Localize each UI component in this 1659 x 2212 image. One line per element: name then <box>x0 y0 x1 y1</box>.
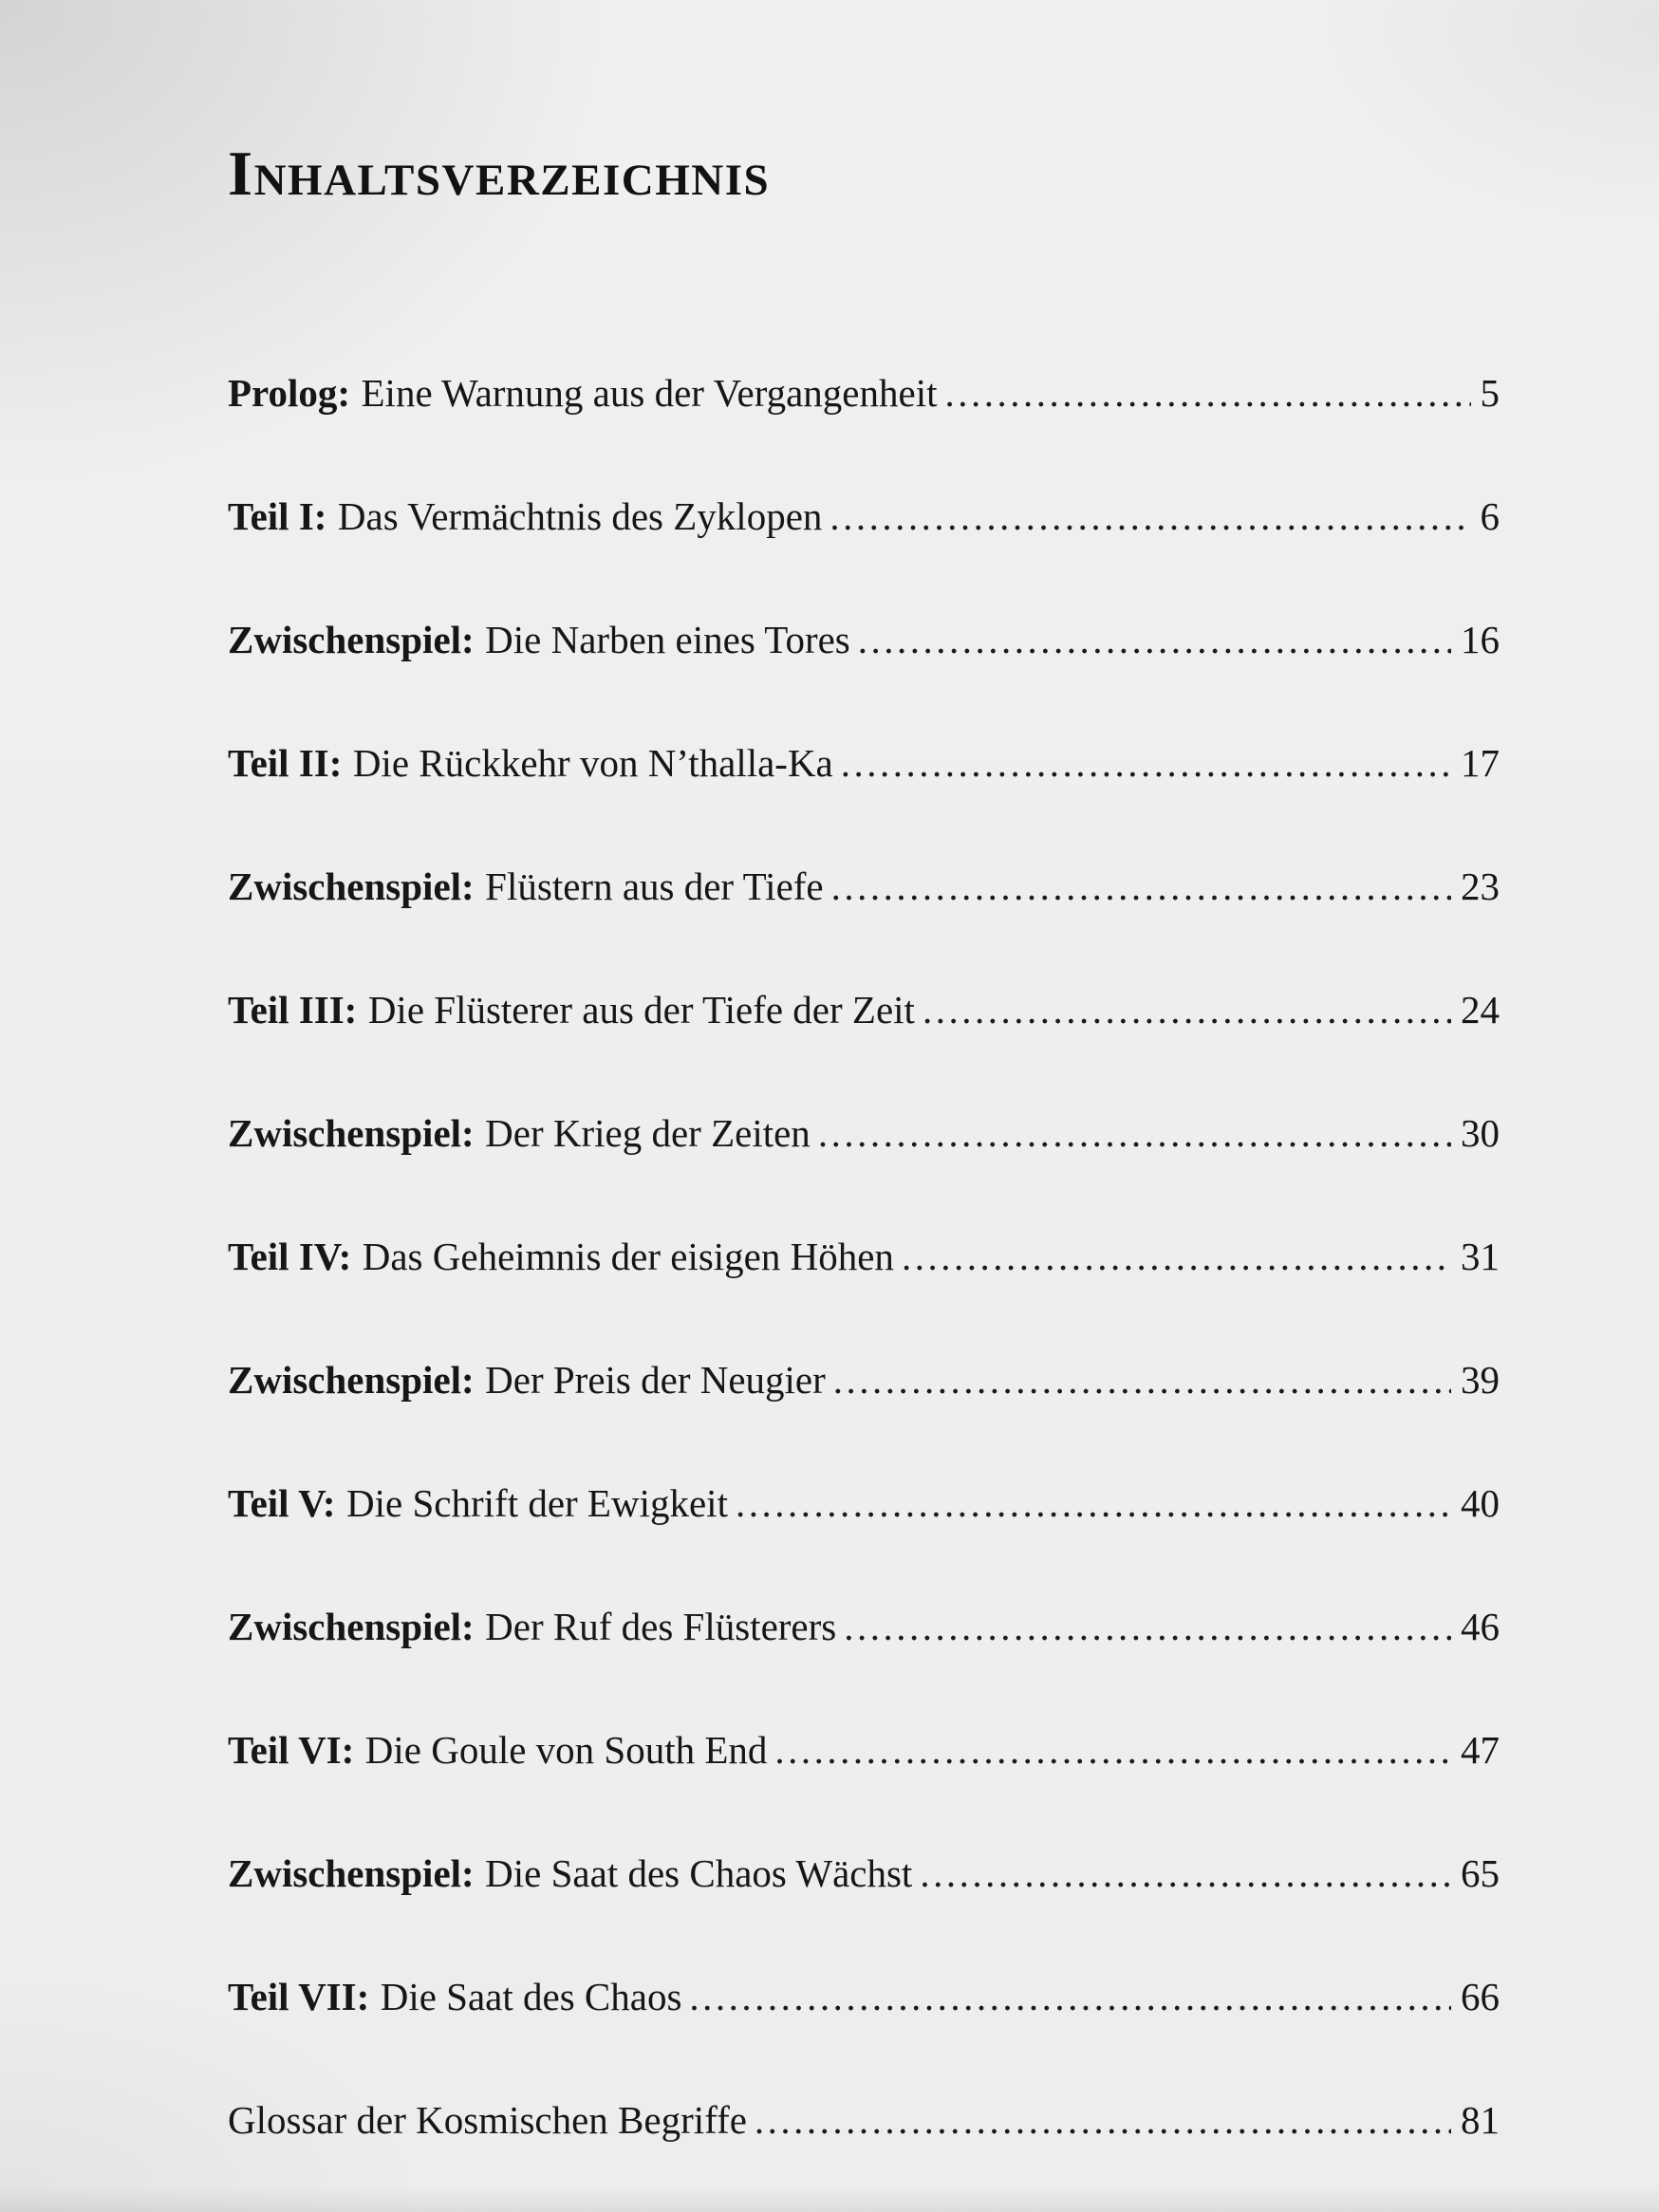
toc-entry-title: Die Flüsterer aus der Tiefe der Zeit <box>367 988 915 1032</box>
toc-entry-title: Die Saat des Chaos <box>380 1975 682 2018</box>
toc-entry-prefix: Teil VII: <box>228 1975 370 2018</box>
toc-entry-title: Der Krieg der Zeiten <box>485 1111 811 1155</box>
toc-entry-page-number: 23 <box>1461 864 1500 908</box>
toc-entry <box>228 863 1500 912</box>
toc-entry-page-number: 30 <box>1461 1111 1500 1155</box>
toc-entry-title: Die Narben eines Tores <box>485 618 850 661</box>
toc-entry-page-number: 46 <box>1461 1605 1500 1648</box>
toc-leader-dots <box>945 369 1471 418</box>
page-title: Inhaltsverzeichnis <box>228 139 771 209</box>
toc-entry <box>228 369 1500 418</box>
toc-entry-page-number: 39 <box>1461 1358 1500 1402</box>
toc-entry-title: Der Ruf des Flüsterers <box>485 1605 837 1648</box>
toc-entry <box>228 1356 1500 1405</box>
toc-entry <box>228 1479 1500 1529</box>
toc-entry-page-number: 81 <box>1461 2098 1500 2142</box>
toc-entry <box>228 493 1500 542</box>
toc-list <box>228 369 1500 2146</box>
toc-entry-title: Der Preis der Neugier <box>485 1358 826 1402</box>
toc-entry <box>228 1726 1500 1775</box>
toc-leader-dots <box>858 616 1451 664</box>
toc-entry-page-number: 31 <box>1461 1235 1500 1278</box>
toc-entry-page-number: 66 <box>1461 1975 1500 2018</box>
toc-leader-dots <box>923 986 1451 1034</box>
toc-entry <box>228 1850 1500 1899</box>
toc-leader-dots <box>920 1850 1451 1898</box>
toc-entry-page-number: 5 <box>1480 371 1500 415</box>
toc-entry-page-number: 24 <box>1461 988 1500 1032</box>
toc-entry-page-number: 47 <box>1461 1728 1500 1772</box>
toc-entry-prefix: Prolog: <box>228 371 351 415</box>
toc-entry <box>228 1233 1500 1282</box>
toc-entry-title: Glossar der Kosmischen Begriffe <box>228 2098 747 2142</box>
toc-entry-prefix: Teil II: <box>228 741 343 785</box>
toc-entry-prefix: Teil VI: <box>228 1728 355 1772</box>
toc-entry-prefix: Teil V: <box>228 1481 336 1525</box>
toc-entry-title: Die Saat des Chaos Wächst <box>485 1851 913 1895</box>
toc-leader-dots <box>844 1603 1451 1651</box>
toc-entry <box>228 2096 1500 2146</box>
toc-entry-prefix: Zwischenspiel: <box>228 618 475 661</box>
toc-entry <box>228 1109 1500 1159</box>
toc-leader-dots <box>841 739 1451 788</box>
toc-entry <box>228 986 1500 1035</box>
toc-leader-dots <box>831 863 1451 911</box>
toc-entry-title: Eine Warnung aus der Vergangenheit <box>361 371 938 415</box>
toc-entry-prefix: Zwischenspiel: <box>228 864 475 908</box>
toc-entry-prefix: Teil I: <box>228 494 327 538</box>
toc-entry-prefix: Zwischenspiel: <box>228 1111 475 1155</box>
toc-entry <box>228 1603 1500 1652</box>
toc-entry <box>228 1973 1500 2022</box>
toc-entry-prefix: Teil III: <box>228 988 358 1032</box>
toc-entry-prefix: Zwischenspiel: <box>228 1358 475 1402</box>
toc-leader-dots <box>830 493 1470 541</box>
toc-leader-dots <box>755 2096 1451 2145</box>
toc-entry-title: Die Rückkehr von N’thalla-Ka <box>352 741 833 785</box>
toc-entry-page-number: 65 <box>1461 1851 1500 1895</box>
toc-entry-page-number: 17 <box>1461 741 1500 785</box>
toc-entry-page-number: 6 <box>1480 494 1500 538</box>
toc-leader-dots <box>689 1973 1451 2021</box>
toc-entry-title: Flüstern aus der Tiefe <box>485 864 824 908</box>
toc-entry-prefix: Zwischenspiel: <box>228 1605 475 1648</box>
toc-entry-title: Die Goule von South End <box>364 1728 768 1772</box>
toc-entry-prefix: Teil IV: <box>228 1235 352 1278</box>
toc-leader-dots <box>833 1356 1451 1404</box>
toc-entry-page-number: 16 <box>1461 618 1500 661</box>
toc-entry-prefix: Zwischenspiel: <box>228 1851 475 1895</box>
toc-entry <box>228 739 1500 789</box>
toc-entry-title: Das Vermächtnis des Zyklopen <box>337 494 823 538</box>
toc-entry-page-number: 40 <box>1461 1481 1500 1525</box>
toc-leader-dots <box>774 1726 1451 1775</box>
toc-leader-dots <box>902 1233 1451 1281</box>
toc-entry <box>228 616 1500 665</box>
toc-entry-title: Die Schrift der Ewigkeit <box>346 1481 728 1525</box>
toc-leader-dots <box>818 1109 1451 1158</box>
toc-leader-dots <box>736 1479 1451 1528</box>
toc-entry-title: Das Geheimnis der eisigen Höhen <box>362 1235 894 1278</box>
